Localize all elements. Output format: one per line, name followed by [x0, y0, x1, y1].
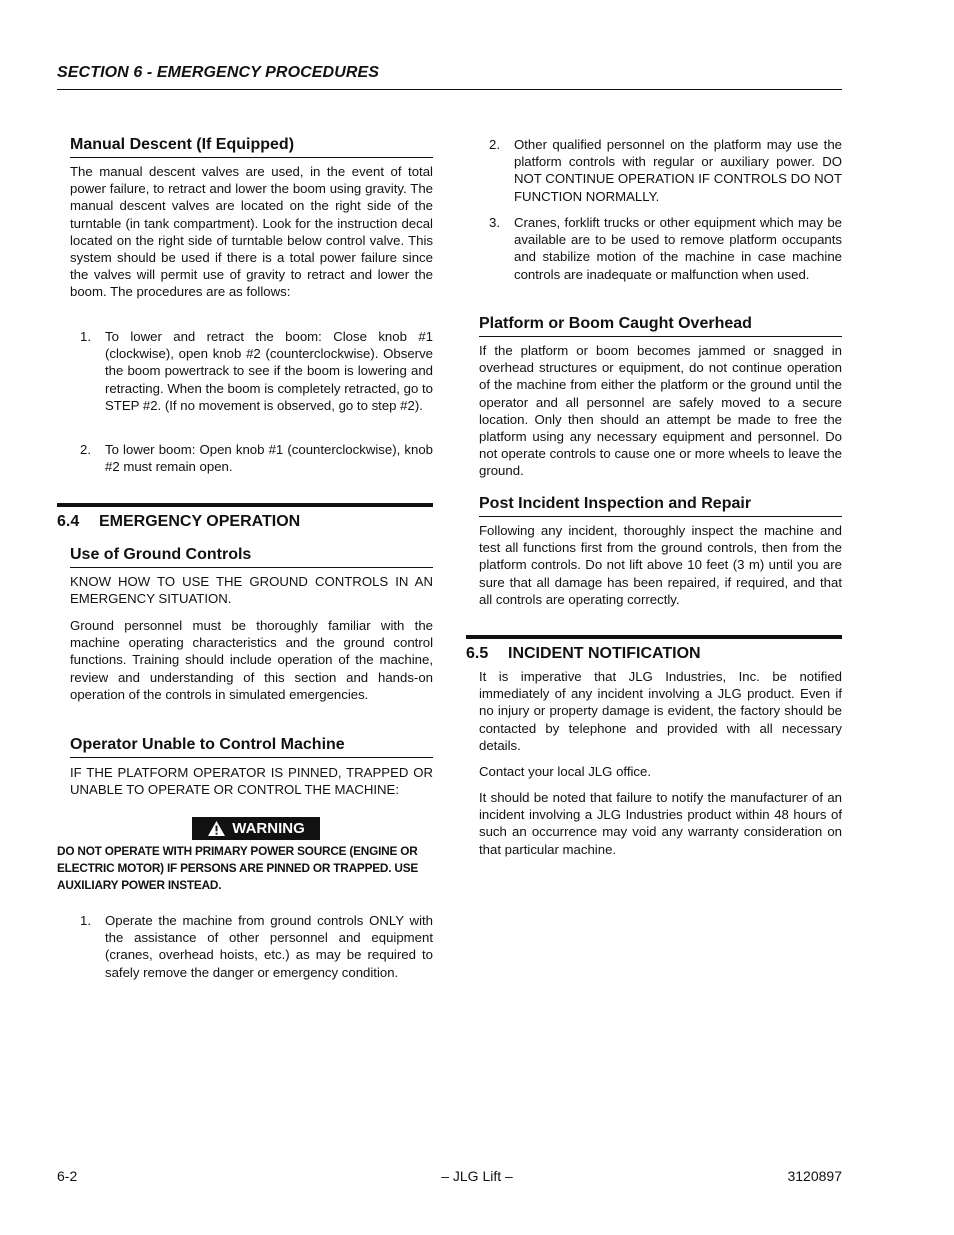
warning-label: WARNING — [232, 820, 305, 837]
post-incident-body: Following any incident, thoroughly inspect the machine and test all functions first from the ground controls, then from the platform controls. Do not lift above 10 feet (3 m) until you are sure that all damage has been repaired, if required, and that all controls are operating correctly. — [479, 523, 842, 607]
header-rule — [57, 89, 842, 90]
manual-descent-heading: Manual Descent (If Equipped) — [70, 136, 433, 158]
step-text: Other qualified personnel on the platform may use the platform controls with regular or auxiliary power. DO NOT CONTINUE OPERATION IF CONTROLS DO NOT FUNCTION NORMALLY. — [514, 137, 842, 204]
section-title: EMERGENCY OPERATION — [99, 513, 301, 530]
operator-unable-step-1 — [80, 912, 433, 981]
step-number: 1. — [80, 913, 91, 928]
footer-center: – JLG Lift – — [441, 1168, 513, 1184]
step-number: 3. — [489, 215, 500, 230]
warning-text: DO NOT OPERATE WITH PRIMARY POWER SOURCE (ENGINE OR ELECTRIC MOTOR) IF PERSONS ARE PINNED OR TRAPPED. USE AUXILIARY POWER INSTEAD. — [57, 844, 419, 893]
step-number: 2. — [80, 442, 91, 457]
manual-descent-step-2 — [80, 441, 433, 475]
post-incident-heading: Post Incident Inspection and Repair — [479, 495, 842, 517]
incident-para-1: It is imperative that JLG Industries, Inc. be notified immediately of any incident involving a JLG product. Even if no injury or property damage is evident, the factory should be contacted by telephone and provided with all necessary details. — [479, 669, 842, 753]
warning-triangle-icon — [207, 820, 226, 837]
step-text: To lower boom: Open knob #1 (counterclockwise), knob #2 must remain open. — [105, 442, 433, 475]
section-number: 6.4 — [57, 513, 80, 530]
step-number: 2. — [489, 137, 500, 152]
section-title: INCIDENT NOTIFICATION — [508, 645, 701, 662]
operator-unable-step-2 — [489, 136, 842, 205]
warning-banner — [192, 817, 320, 840]
section-6-4-heading — [57, 503, 433, 531]
manual-descent-body: The manual descent valves are used, in the event of total power failure, to retract and lower the boom using gravity. The manual descent valves are located on the right side of the turntable (in tank compartment). Look for the instruction decal located on the right side of turntable below control valve. This system should be used if there is a total power failure since the valves will permit use of gravity to retract and lower the boom. The procedures are as follows: — [70, 164, 433, 300]
operator-unable-caps: IF THE PLATFORM OPERATOR IS PINNED, TRAPPED OR UNABLE TO OPERATE OR CONTROL THE MACHINE: — [70, 765, 433, 798]
incident-para-3: It should be noted that failure to notify the manufacturer of an incident involving a JLG Industries product within 48 hours of such an occurrence may void any warranty consideration on that particular machine. — [479, 790, 842, 857]
step-text: To lower and retract the boom: Close knob #1 (clockwise), open knob #2 (counterclockwise). Observe the boom powertrack to see if the boom is lowering and retracting. When the boom is completely retracted, go to STEP #2. (If no movement is observed, go to step #2). — [105, 329, 433, 413]
page-number: 6-2 — [57, 1168, 78, 1184]
step-text: Operate the machine from ground controls ONLY with the assistance of other personnel and equipment (cranes, overhead hoists, etc.) as may be required to safely remove the danger or emergency condition. — [105, 913, 433, 980]
caught-overhead-heading: Platform or Boom Caught Overhead — [479, 315, 842, 337]
step-text: Cranes, forklift trucks or other equipment which may be available are to be used to remove platform occupants and stabilize motion of the machine in case machine controls are inadequate or malfunction when used. — [514, 215, 842, 282]
caught-overhead-body: If the platform or boom becomes jammed or snagged in overhead structures or equipment, do not continue operation of the machine from either the platform or the ground until the operator and all personnel are safely moved to a secure location. Only then should an attempt be made to free the platform using any necessary equipment and personnel. Do not operate controls to cause one or more wheels to leave the ground. — [479, 343, 842, 479]
ground-controls-caps: KNOW HOW TO USE THE GROUND CONTROLS IN AN EMERGENCY SITUATION. — [70, 574, 433, 607]
section-header-title: SECTION 6 - EMERGENCY PROCEDURES — [57, 64, 380, 81]
operator-unable-step-3 — [489, 214, 842, 283]
ground-controls-heading: Use of Ground Controls — [70, 546, 433, 568]
operator-unable-heading: Operator Unable to Control Machine — [70, 736, 433, 758]
ground-controls-body: Ground personnel must be thoroughly familiar with the machine operating characteristics and the ground control functions. Training should include operation of the machine, review and understanding of this section and hands-on operation of the controls in simulated emergencies. — [70, 618, 433, 702]
step-number: 1. — [80, 329, 91, 344]
incident-para-2: Contact your local JLG office. — [479, 764, 652, 779]
section-number: 6.5 — [466, 645, 489, 662]
section-6-5-heading — [466, 635, 842, 663]
manual-descent-step-1 — [80, 328, 433, 414]
document-number: 3120897 — [787, 1168, 842, 1184]
